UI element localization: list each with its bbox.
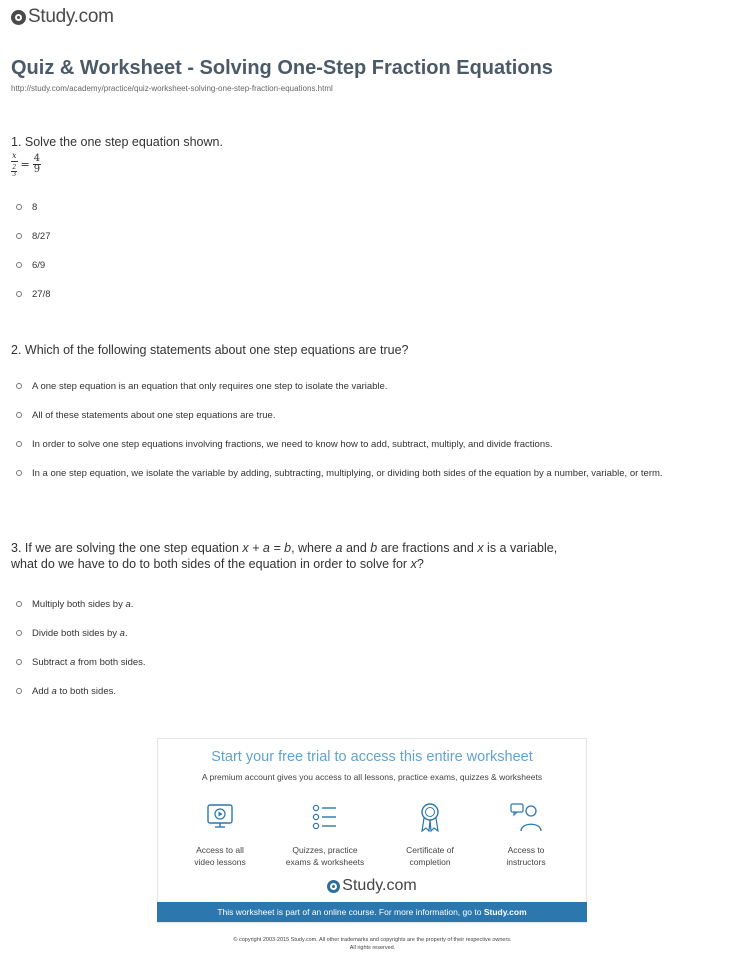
equation-inner-fraction (11, 165, 17, 178)
feature-label-line: instructors (506, 857, 546, 867)
promo-study-logo[interactable] (158, 877, 586, 895)
certificate-ribbon-icon (412, 799, 448, 835)
study-logo-text: Study.com (28, 6, 114, 27)
variable-a: a (70, 657, 76, 668)
option-text: to both sides. (56, 686, 116, 697)
option-label (32, 685, 116, 699)
equation-rhs-fraction (33, 154, 41, 175)
feature-label-line: Access to all (196, 845, 244, 855)
question-2-option-3[interactable] (16, 438, 553, 452)
feature-video-lessons (170, 799, 270, 868)
radio-button[interactable] (16, 204, 22, 210)
promo-logo-text: Study.com (342, 877, 417, 894)
variable-a: a (119, 628, 125, 639)
radio-button[interactable] (16, 688, 22, 694)
radio-button[interactable] (16, 383, 22, 389)
option-label: In a one step equation, we isolate the variable by adding, subtracting, multiplying, or dividing both sides of the equation by a number, variable, or term. (32, 468, 663, 479)
equation-rhs-denominator: 9 (33, 164, 41, 175)
radio-button[interactable] (16, 233, 22, 239)
radio-button[interactable] (16, 441, 22, 447)
promo-title[interactable]: Start your free trial to access this entire worksheet (211, 749, 533, 765)
option-text: Divide both sides by (32, 628, 120, 639)
variable-a: a (335, 541, 343, 555)
question-3-line-1 (11, 540, 557, 556)
question-1-equation (11, 151, 41, 178)
instructor-chat-icon (508, 799, 544, 835)
promo-subtitle: A premium account gives you access to all lessons, practice exams, quizzes & worksheets (201, 772, 543, 782)
feature-label-line: Quizzes, practice (292, 845, 358, 855)
question-3-option-4[interactable] (16, 685, 116, 699)
feature-label (170, 844, 270, 868)
feature-label (476, 844, 576, 868)
study-logo[interactable] (11, 6, 114, 28)
question-1-option-3[interactable] (16, 259, 45, 273)
option-label: 27/8 (32, 289, 51, 300)
question-3-option-2[interactable] (16, 627, 128, 641)
study-logo-icon (11, 10, 26, 25)
course-info-bar[interactable] (157, 902, 587, 922)
question-1-text: 1. Solve the one step equation shown. (11, 135, 223, 149)
variable-x: x (477, 541, 484, 555)
variable-b: b (370, 541, 378, 555)
option-label: A one step equation is an equation that only requires one step to isolate the variable. (32, 381, 388, 392)
option-text: Add (32, 686, 52, 697)
option-label (32, 656, 146, 670)
equation-lhs-fraction (11, 151, 18, 178)
radio-button[interactable] (16, 659, 22, 665)
feature-label-line: Access to (507, 845, 545, 855)
feature-label-line: exams & worksheets (285, 857, 365, 867)
variable-x: x (410, 557, 417, 571)
feature-label-line: video lessons (194, 857, 246, 867)
feature-label-line: Certificate of (406, 845, 454, 855)
radio-button[interactable] (16, 601, 22, 607)
question-text-part: 3. If we are solving the one step equation (11, 541, 243, 555)
equation-inner-numerator: 2 (12, 164, 17, 171)
option-label: In order to solve one step equations involving fractions, we need to know how to add, subtract, multiply, and divide fractions. (32, 439, 553, 450)
option-text: Subtract (32, 657, 71, 668)
feature-certificate (380, 799, 480, 868)
feature-quizzes (275, 799, 375, 868)
question-3-option-3[interactable] (16, 656, 146, 670)
course-info-text: This worksheet is part of an online course. For more information, go to (217, 907, 484, 917)
option-label (32, 598, 133, 612)
copyright-line-1: © copyright 2003-2015 Study.com. All other trademarks and copyrights are the property of their respective owners. (233, 937, 512, 943)
question-2-option-4[interactable] (16, 467, 663, 481)
option-text: . (124, 628, 128, 639)
option-label: 8/27 (32, 231, 51, 242)
feature-label (275, 844, 375, 868)
question-text-part: and (342, 541, 371, 555)
video-lesson-icon (202, 799, 238, 835)
question-2-option-1[interactable] (16, 380, 387, 394)
option-text: Multiply both sides by (32, 599, 126, 610)
equation-rhs-numerator: 4 (33, 153, 41, 164)
radio-button[interactable] (16, 470, 22, 476)
question-3-line-2 (11, 556, 557, 572)
copyright-footer (0, 936, 745, 952)
question-text-part: are fractions and (377, 541, 478, 555)
variable-a: a (125, 599, 131, 610)
equation-expression: x + a = b (242, 541, 292, 555)
question-1-option-2[interactable] (16, 230, 51, 244)
question-2-text: 2. Which of the following statements about one step equations are true? (11, 343, 409, 357)
quiz-list-icon (307, 799, 343, 835)
option-label: 6/9 (32, 260, 46, 271)
radio-button[interactable] (16, 412, 22, 418)
study-link[interactable]: Study.com (483, 907, 527, 917)
radio-button[interactable] (16, 291, 22, 297)
equation-equals-sign: = (20, 158, 30, 171)
variable-a: a (51, 686, 57, 697)
free-trial-promo[interactable] (157, 738, 587, 923)
option-label: 8 (32, 202, 38, 213)
option-text: . (130, 599, 134, 610)
source-url[interactable]: http://study.com/academy/practice/quiz-worksheet-solving-one-step-fraction-equations.html (11, 84, 333, 93)
question-1-option-1[interactable] (16, 201, 37, 215)
feature-label-line: completion (409, 857, 451, 867)
equation-lhs-numerator: x (12, 151, 17, 160)
page-title: Quiz & Worksheet - Solving One-Step Fraction Equations (11, 57, 553, 79)
question-3-option-1[interactable] (16, 598, 133, 612)
feature-instructors (476, 799, 576, 868)
feature-label (380, 844, 480, 868)
option-label: All of these statements about one step equations are true. (32, 410, 276, 421)
equation-lhs-denominator (11, 162, 17, 178)
option-label (32, 627, 128, 641)
study-logo-icon (327, 880, 340, 893)
copyright-line-2: All rights reserved. (349, 945, 396, 951)
question-text-part: ? (416, 557, 424, 571)
radio-button[interactable] (16, 630, 22, 636)
question-text-part: is a variable, (483, 541, 558, 555)
question-2-option-2[interactable] (16, 409, 275, 423)
radio-button[interactable] (16, 262, 22, 268)
equation-inner-denominator: 3 (12, 171, 17, 178)
question-text-part: what do we have to do to both sides of the equation in order to solve for (11, 557, 411, 571)
question-text-part: , where (291, 541, 336, 555)
question-1-option-4[interactable] (16, 288, 51, 302)
option-text: from both sides. (75, 657, 146, 668)
question-3-text (11, 540, 557, 572)
